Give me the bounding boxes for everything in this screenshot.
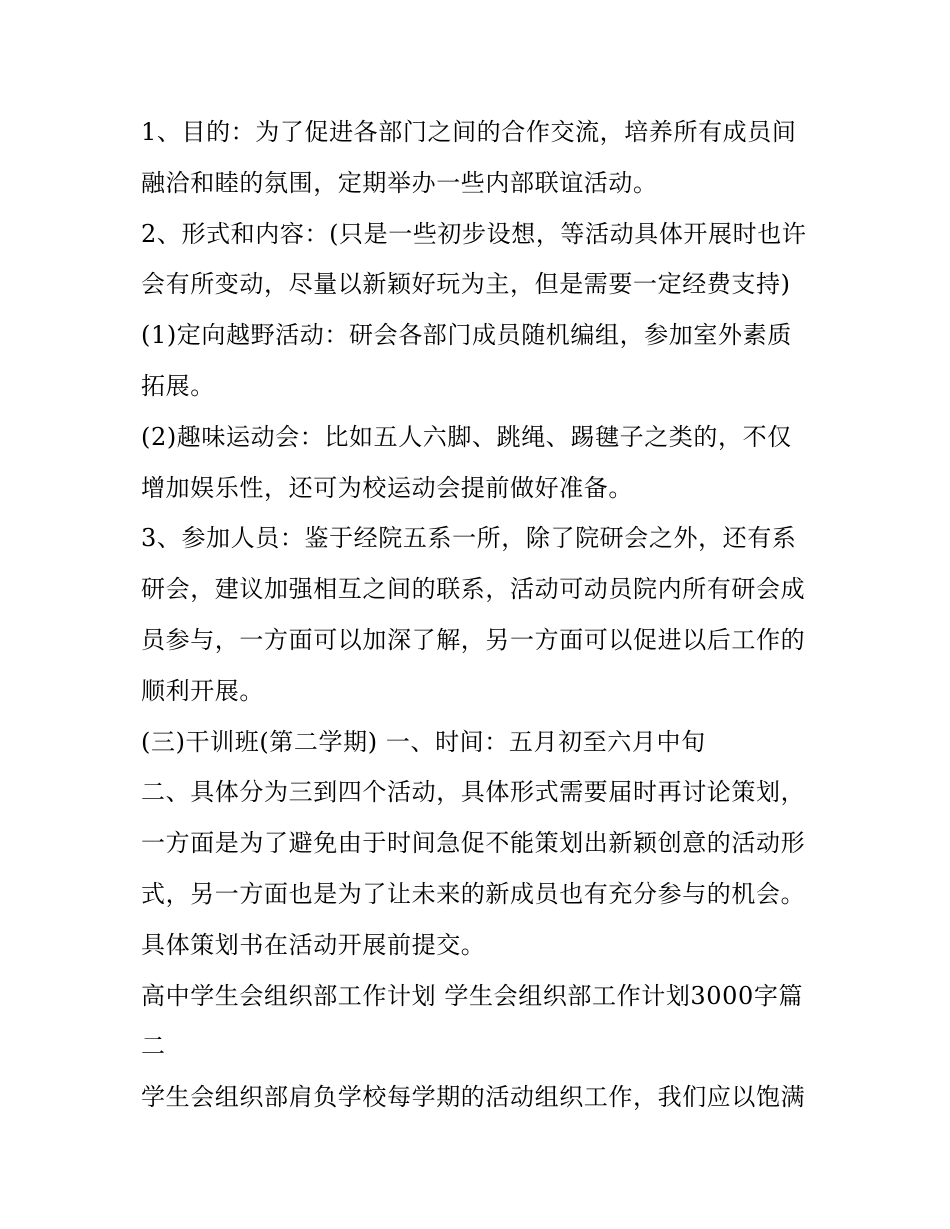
text-line: (1)定向越野活动：研会各部门成员随机编组，参加室外素质 bbox=[141, 321, 792, 350]
text-line: 式，另一方面也是为了让未来的新成员也有充分参与的机会。 bbox=[141, 879, 806, 908]
text-line: 顺利开展。 bbox=[141, 676, 264, 705]
text-line: 二、具体分为三到四个活动，具体形式需要届时再讨论策划， bbox=[141, 778, 806, 807]
text-line: 融洽和睦的氛围，定期举办一些内部联谊活动。 bbox=[141, 168, 658, 197]
text-line: 员参与，一方面可以加深了解，另一方面可以促进以后工作的 bbox=[141, 625, 806, 654]
text-line: 会有所变动，尽量以新颖好玩为主，但是需要一定经费支持) bbox=[141, 270, 791, 299]
text-line: 增加娱乐性，还可为校运动会提前做好准备。 bbox=[141, 473, 633, 502]
text-line: 1、目的：为了促进各部门之间的合作交流，培养所有成员间 bbox=[141, 118, 797, 146]
text-line: 具体策划书在活动开展前提交。 bbox=[141, 930, 486, 959]
document-body bbox=[141, 107, 821, 1123]
text-line: 一方面是为了避免由于时间急促不能策划出新颖创意的活动形 bbox=[141, 829, 806, 858]
text-line: (三)干训班(第二学期) 一、时间：五月初至六月中旬 bbox=[141, 727, 706, 756]
text-line: 二 bbox=[141, 1032, 166, 1061]
text-line: 高中学生会组织部工作计划 学生会组织部工作计划3000字篇 bbox=[141, 981, 804, 1010]
text-line: 2、形式和内容：(只是一些初步设想，等活动具体开展时也许 bbox=[141, 219, 807, 248]
text-line: (2)趣味运动会：比如五人六脚、跳绳、踢毽子之类的，不仅 bbox=[141, 422, 792, 451]
text-line: 拓展。 bbox=[141, 371, 215, 400]
text-line: 学生会组织部肩负学校每学期的活动组织工作，我们应以饱满 bbox=[141, 1083, 806, 1112]
text-line: 研会，建议加强相互之间的联系，活动可动员院内所有研会成 bbox=[141, 575, 806, 604]
text-line: 3、参加人员：鉴于经院五系一所，除了院研会之外，还有系 bbox=[141, 524, 797, 553]
